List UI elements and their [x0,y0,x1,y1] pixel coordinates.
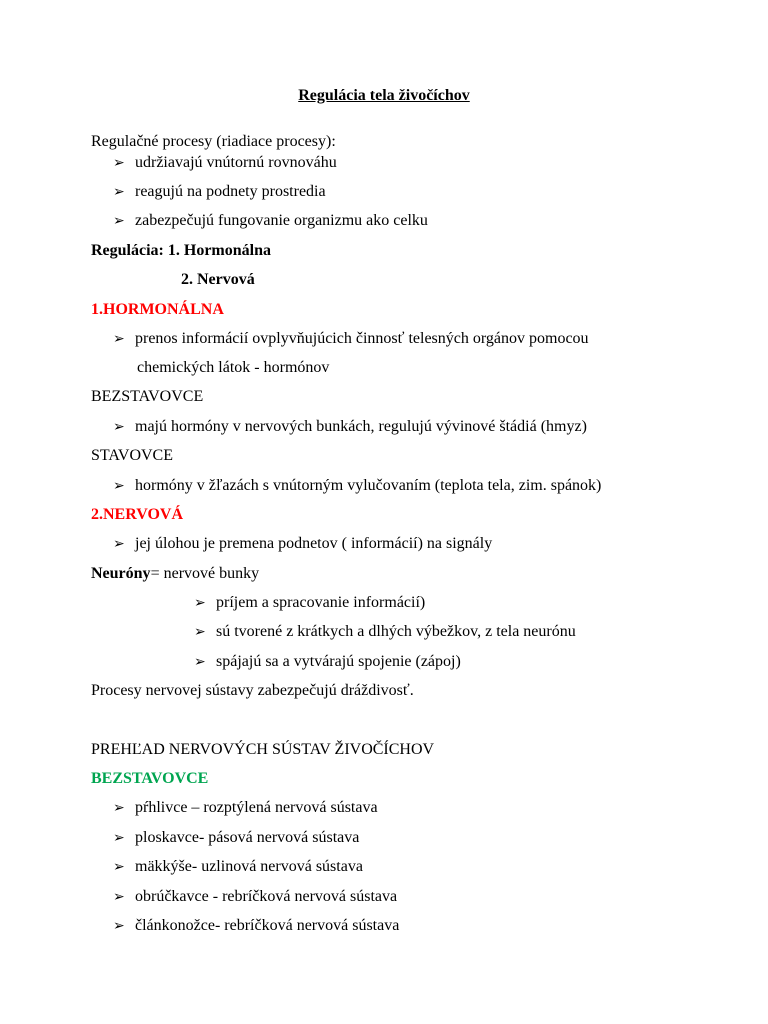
list-item: ➢ pŕhlivce – rozptýlená nervová sústava [113,799,378,816]
arrow-bullet-icon: ➢ [113,419,125,435]
regulacia-line: Regulácia: 1. Hormonálna [91,242,271,259]
arrow-bullet-icon: ➢ [113,331,125,347]
list-item: ➢ spájajú sa a vytvárajú spojenie (zápoj) [194,653,461,670]
list-item: ➢ jej úlohou je premena podnetov ( informácií) na signály [113,535,493,552]
arrow-bullet-icon: ➢ [194,654,206,670]
heading-prehlad: PREHĽAD NERVOVÝCH SÚSTAV ŽIVOČÍCHOV [91,741,435,758]
arrow-bullet-icon: ➢ [113,184,125,200]
regulacia-item-2: 2. Nervová [181,271,255,288]
heading-hormonalna: 1.HORMONÁLNA [91,301,224,318]
label-bezstavovce: BEZSTAVOVCE [91,388,204,405]
list-item: ➢ ploskavce- pásová nervová sústava [113,829,360,846]
arrow-bullet-icon: ➢ [194,624,206,640]
arrow-bullet-icon: ➢ [194,595,206,611]
arrow-bullet-icon: ➢ [113,830,125,846]
list-item: ➢ obrúčkavce - rebríčková nervová sústava [113,888,398,905]
list-item: ➢ reagujú na podnety prostredia [113,183,326,200]
procesy-text: Procesy nervovej sústavy zabezpečujú dráždivosť. [91,682,414,699]
list-item: ➢ príjem a spracovanie informácií) [194,594,426,611]
arrow-bullet-icon: ➢ [113,800,125,816]
intro-text: Regulačné procesy (riadiace procesy): [91,133,336,150]
arrow-bullet-icon: ➢ [113,213,125,229]
list-item-continuation: chemických látok - hormónov [137,359,330,376]
arrow-bullet-icon: ➢ [113,918,125,934]
heading-nervova: 2.NERVOVÁ [91,506,184,523]
list-item: ➢ zabezpečujú fungovanie organizmu ako celku [113,212,428,229]
arrow-bullet-icon: ➢ [113,536,125,552]
page-title: Regulácia tela živočíchov [298,87,470,104]
label-stavovce: STAVOVCE [91,447,173,464]
list-item: ➢ hormóny v žľazách s vnútorným vylučovaním (teplota tela, zim. spánok) [113,477,602,494]
list-item: ➢ mäkkýše- uzlinová nervová sústava [113,858,363,875]
list-item: ➢ sú tvorené z krátkych a dlhých výbežkov, z tela neurónu [194,623,576,640]
list-item: ➢ článkonožce- rebríčková nervová sústava [113,917,400,934]
arrow-bullet-icon: ➢ [113,859,125,875]
list-item: ➢ majú hormóny v nervových bunkách, regulujú vývinové štádiá (hmyz) [113,418,587,435]
list-item: ➢ prenos informácií ovplyvňujúcich činnosť telesných orgánov pomocou [113,330,589,347]
arrow-bullet-icon: ➢ [113,155,125,171]
neurony-line: Neuróny= nervové bunky [91,565,260,582]
arrow-bullet-icon: ➢ [113,478,125,494]
heading-bezstavovce: BEZSTAVOVCE [91,770,209,787]
list-item: ➢ udržiavajú vnútornú rovnováhu [113,154,337,171]
arrow-bullet-icon: ➢ [113,889,125,905]
